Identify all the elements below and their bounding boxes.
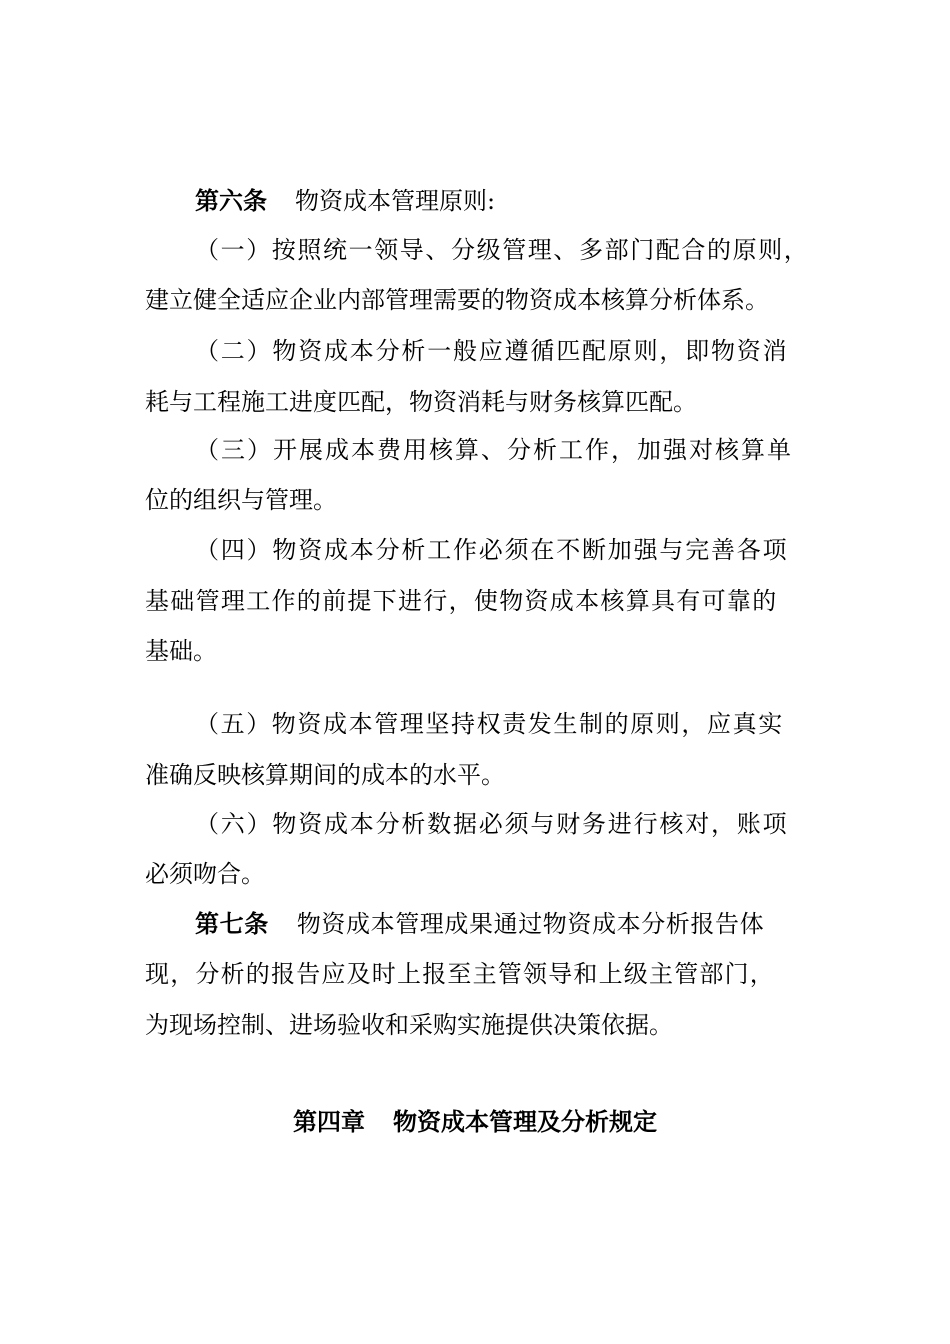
item4-line3: 基础。 — [145, 637, 217, 665]
item6-line2: 必须吻合。 — [145, 860, 265, 888]
item3-line1: （三）开展成本费用核算、分析工作，加强对核算单 — [195, 436, 793, 464]
article7-text: 物资成本管理成果通过物资成本分析报告体 — [296, 910, 765, 938]
article7-label: 第七条 — [195, 910, 269, 938]
item3-line2: 位的组织与管理。 — [145, 486, 337, 514]
item4-line2: 基础管理工作的前提下进行，使物资成本核算具有可靠的 — [145, 587, 778, 615]
chapter4-label: 第四章 — [293, 1108, 365, 1136]
item2-line1: （二）物资成本分析一般应遵循匹配原则，即物资消 — [195, 337, 789, 365]
item1-line1: （一）按照统一领导、分级管理、多部门配合的原则， — [195, 236, 810, 264]
item2-line2: 耗与工程施工进度匹配，物资消耗与财务核算匹配。 — [145, 388, 697, 416]
article7-line3: 为现场控制、进场验收和采购实施提供决策依据。 — [145, 1011, 673, 1039]
item1-line2: 建立健全适应企业内部管理需要的物资成本核算分析体系。 — [145, 286, 769, 314]
article7-line1 — [195, 908, 764, 940]
article6-label: 第六条 — [195, 187, 267, 215]
article7-line2: 现，分析的报告应及时上报至主管领导和上级主管部门， — [145, 960, 775, 988]
article6-heading — [195, 185, 495, 217]
item6-line1: （六）物资成本分析数据必须与财务进行核对，账项 — [195, 810, 789, 838]
item4-line1: （四）物资成本分析工作必须在不断加强与完善各项 — [195, 536, 789, 564]
item5-line1: （五）物资成本管理坚持权责发生制的原则，应真实 — [195, 710, 784, 738]
chapter4-title: 物资成本管理及分析规定 — [393, 1108, 657, 1136]
article6-title: 物资成本管理原则: — [295, 187, 496, 215]
chapter4-heading — [0, 1106, 950, 1138]
item5-line2: 准确反映核算期间的成本的水平。 — [145, 761, 505, 789]
